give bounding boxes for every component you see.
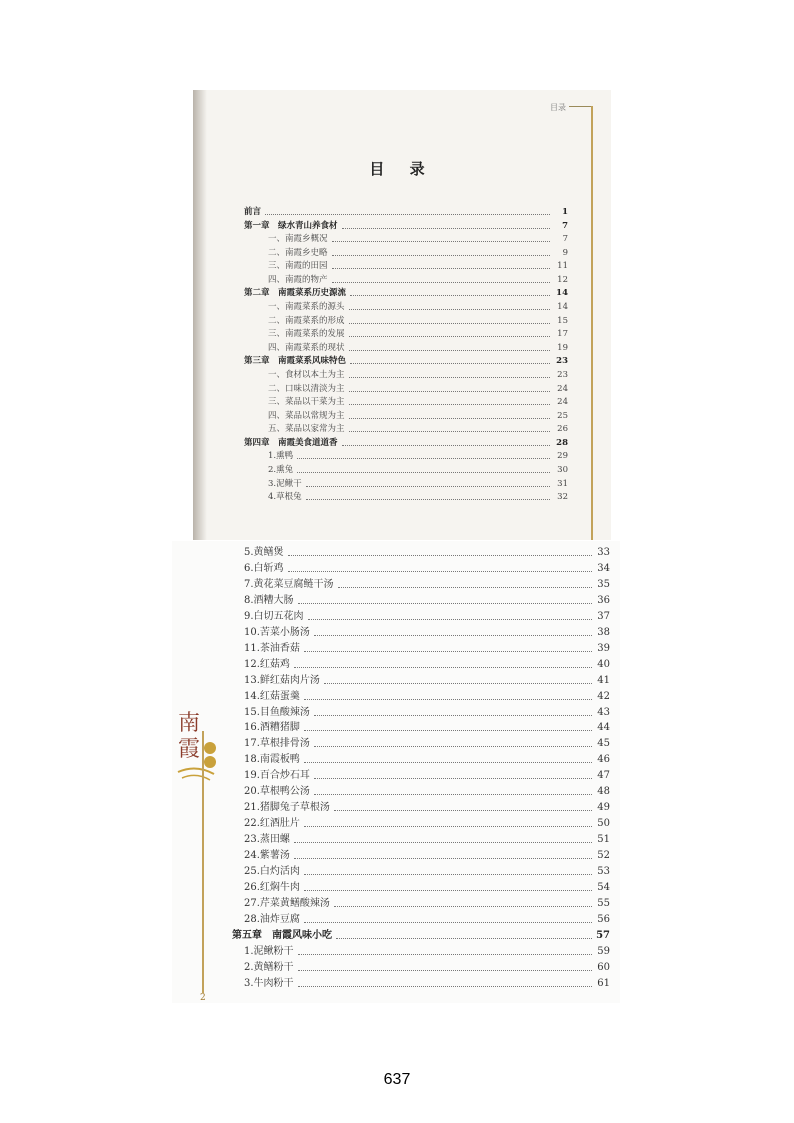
- nanxia-logo: [174, 706, 218, 786]
- dot-leader: [294, 841, 592, 843]
- toc-entry-page: 61: [597, 977, 610, 989]
- toc-chapter-entry: [244, 356, 568, 367]
- toc-entry-label: 9.白切五花肉: [244, 610, 304, 622]
- toc-entry: [244, 833, 610, 846]
- toc-entry: [268, 370, 568, 381]
- toc-entry-label: 4.草根兔: [268, 492, 302, 503]
- toc-entry-page: 45: [597, 738, 610, 750]
- dot-leader: [314, 777, 592, 779]
- toc-entry: [244, 785, 610, 798]
- toc-entry-page: 14: [557, 302, 568, 313]
- toc-entry: [244, 977, 610, 990]
- toc-entry-page: 39: [597, 642, 610, 654]
- toc-entry: [268, 465, 568, 476]
- toc-entry-page: 32: [557, 492, 568, 503]
- toc-entry: [268, 316, 568, 327]
- dot-leader: [297, 457, 550, 459]
- toc-entry-label: 18.南霞板鸭: [244, 754, 300, 766]
- dot-leader: [338, 586, 592, 588]
- toc-entry-label: 11.茶油香菇: [244, 642, 300, 654]
- toc-entry-label: 12.红菇鸡: [244, 658, 290, 670]
- dot-leader: [288, 554, 592, 556]
- dot-leader: [306, 485, 550, 487]
- toc-entry-label: 前言: [244, 207, 262, 217]
- dot-leader: [304, 889, 592, 891]
- toc-entry-page: 59: [597, 945, 610, 957]
- dot-leader: [349, 390, 550, 392]
- toc-entry-page: 17: [557, 329, 568, 340]
- svg-text:南: 南: [178, 711, 201, 736]
- dot-leader: [349, 349, 550, 351]
- toc-entry: [244, 753, 610, 766]
- toc-entry: [244, 737, 610, 750]
- toc-entry: [268, 248, 568, 259]
- toc-entry: [268, 384, 568, 395]
- toc-entry: [244, 721, 610, 734]
- toc-entry: [268, 479, 568, 490]
- toc-entry-label: 一、南霞乡概况: [268, 234, 328, 245]
- toc-entry-page: 41: [597, 674, 610, 686]
- toc-entry: [244, 578, 610, 591]
- toc-entry: [244, 562, 610, 575]
- toc-entry-label: 7.黄花菜豆腐鲢干汤: [244, 578, 334, 590]
- toc-entry-page: 40: [597, 658, 610, 670]
- dot-leader: [332, 281, 550, 283]
- toc-entry-label: 第一章 绿水青山养食材: [244, 220, 338, 231]
- toc-entry-page: 55: [597, 897, 610, 909]
- dot-leader: [297, 471, 550, 473]
- toc-entry-page: 14: [556, 288, 568, 299]
- toc-entry-page: 48: [597, 786, 610, 798]
- toc-entry: [244, 610, 610, 623]
- toc-entry: [244, 801, 610, 814]
- toc-entry-label: 第二章 南霞菜系历史源流: [244, 288, 347, 299]
- toc-entry-label: 5.黄鳝煲: [244, 547, 284, 558]
- dot-leader: [298, 985, 592, 987]
- toc-chapter-entry: [244, 288, 568, 299]
- toc-entry-page: 7: [562, 234, 568, 245]
- toc-entry-label: 3.泥鳅干: [268, 478, 302, 489]
- toc-entry: [244, 642, 610, 655]
- toc-entry-page: 52: [597, 850, 610, 862]
- toc-entry-label: 27.芹菜黄鳝酸辣汤: [244, 897, 330, 909]
- dot-leader: [350, 362, 550, 364]
- dot-leader: [349, 430, 550, 432]
- toc-chapter-entry: [244, 221, 568, 232]
- toc-chapter-entry: [244, 207, 568, 218]
- toc-entry-label: 2.熏兔: [268, 465, 294, 476]
- toc-entry-page: 31: [557, 478, 568, 489]
- dot-leader: [334, 905, 592, 907]
- toc-entry: [244, 658, 610, 671]
- dot-leader: [349, 417, 550, 419]
- toc-entry: [268, 261, 568, 272]
- toc-entry-page: 29: [557, 451, 568, 462]
- toc-entry-page: 1: [562, 207, 568, 217]
- toc-entry-page: 56: [597, 913, 610, 925]
- toc-entry: [268, 397, 568, 408]
- toc-entry-page: 60: [597, 961, 610, 973]
- dot-leader: [298, 953, 592, 955]
- toc-entry: [244, 865, 610, 878]
- toc-entry-label: 14.红菇蛋羹: [244, 690, 300, 702]
- toc-entry-label: 26.红焖牛肉: [244, 881, 300, 893]
- toc-entry-page: 9: [562, 247, 568, 258]
- toc-entry-label: 24.紫薯汤: [244, 850, 290, 862]
- toc-entry-label: 1.熏鸭: [268, 451, 294, 462]
- toc-entry-page: 7: [562, 220, 568, 231]
- toc-entry-label: 13.鲜红菇肉片汤: [244, 674, 320, 686]
- toc-entry-label: 一、南霞菜系的源头: [268, 302, 345, 313]
- toc-entry-page: 54: [597, 881, 610, 893]
- toc-entry-page: 47: [597, 770, 610, 782]
- dot-leader: [349, 322, 550, 324]
- dot-leader: [332, 254, 550, 256]
- toc-entry-page: 34: [597, 562, 610, 574]
- toc-entry: [268, 302, 568, 313]
- dot-leader: [304, 921, 592, 923]
- toc-entry-label: 四、南霞菜系的现状: [268, 342, 345, 353]
- toc-entry-label: 15.目鱼酸辣汤: [244, 706, 310, 718]
- toc-entry-page: 24: [557, 397, 568, 408]
- dot-leader: [308, 618, 592, 620]
- dot-leader: [306, 498, 550, 500]
- toc-entry-label: 一、食材以本土为主: [268, 369, 345, 380]
- toc-entry-page: 23: [556, 356, 568, 367]
- toc-entry-page: 36: [597, 594, 610, 606]
- toc-entry-label: 四、南霞的物产: [268, 274, 328, 285]
- toc-entry-label: 三、菜品以干菜为主: [268, 397, 345, 408]
- toc-entry: [268, 451, 568, 462]
- toc-entry-label: 三、南霞菜系的发展: [268, 329, 345, 340]
- toc-entry-page: 46: [597, 754, 610, 766]
- toc-entry: [268, 424, 568, 435]
- scanned-page-top: [193, 90, 611, 540]
- toc-entry: [244, 849, 610, 862]
- dot-leader: [349, 376, 550, 378]
- toc-entry-page: 15: [557, 315, 568, 326]
- toc-entry-page: 53: [597, 866, 610, 877]
- dot-leader: [332, 240, 550, 242]
- document-page-number: 637: [383, 1071, 411, 1088]
- toc-entry-label: 21.猪脚兔子草根汤: [244, 802, 330, 814]
- dot-leader: [349, 335, 550, 337]
- toc-entry-label: 10.苦菜小肠汤: [244, 626, 310, 638]
- toc-entry: [268, 492, 568, 503]
- toc-entry: [268, 234, 568, 245]
- dot-leader: [304, 650, 592, 652]
- dot-leader: [304, 698, 592, 700]
- dot-leader: [334, 809, 592, 811]
- dot-leader: [298, 969, 592, 971]
- toc-chapter-entry: [244, 438, 568, 449]
- dot-leader: [324, 682, 592, 684]
- toc-entry: [244, 674, 610, 687]
- toc-entry-label: 22.红酒肚片: [244, 818, 300, 830]
- toc-entry-label: 20.草根鸭公汤: [244, 786, 310, 798]
- toc-entry-label: 五、菜品以家常为主: [268, 424, 345, 435]
- toc-entry-label: 6.白斩鸡: [244, 562, 284, 574]
- toc-entry: [244, 945, 610, 958]
- toc-entry-page: 23: [557, 369, 568, 380]
- toc-entry-label: 二、口味以清淡为主: [268, 383, 345, 394]
- toc-entry: [244, 594, 610, 607]
- toc-entry-label: 第五章 南霞风味小吃: [232, 929, 332, 941]
- dot-leader: [304, 873, 592, 875]
- dot-leader: [288, 570, 592, 572]
- toc-entry: [244, 913, 610, 926]
- toc-entry-page: 26: [557, 424, 568, 435]
- toc-entry: [244, 626, 610, 639]
- dot-leader: [332, 267, 550, 269]
- dot-leader: [298, 602, 592, 604]
- toc-entry-page: 19: [557, 342, 568, 353]
- toc-entry-label: 25.白灼活肉: [244, 866, 300, 877]
- toc-entry-label: 二、南霞乡史略: [268, 247, 328, 258]
- toc-title: 目 录: [369, 160, 435, 178]
- toc-entry: [244, 881, 610, 894]
- dot-leader: [304, 761, 592, 763]
- toc-entry-page: 43: [597, 706, 610, 718]
- toc-entry-page: 37: [597, 610, 610, 622]
- toc-entry: [268, 275, 568, 286]
- dot-leader: [314, 634, 592, 636]
- toc-entry-label: 3.牛肉粉干: [244, 977, 294, 989]
- toc-entry-label: 三、南霞的田园: [268, 261, 328, 272]
- toc-entry-page: 49: [597, 802, 610, 814]
- toc-entry-page: 42: [597, 690, 610, 702]
- dot-leader: [265, 213, 550, 215]
- toc-entry: [244, 961, 610, 974]
- toc-entry-page: 24: [557, 383, 568, 394]
- scanned-page-bottom: [172, 541, 620, 1003]
- toc-entry: [244, 690, 610, 703]
- toc-entry: [244, 817, 610, 830]
- toc-entry: [244, 706, 610, 719]
- toc-entry-page: 33: [597, 547, 610, 558]
- toc-entry-label: 19.百合炒石耳: [244, 770, 310, 782]
- toc-entry-label: 17.草根排骨汤: [244, 738, 310, 750]
- dot-leader: [342, 444, 550, 446]
- toc-entry-page: 25: [557, 410, 568, 421]
- toc-entry: [244, 769, 610, 782]
- toc-entry-label: 16.酒糟猪脚: [244, 722, 300, 734]
- running-head: 目录: [550, 103, 566, 112]
- gold-margin-rule: [202, 731, 204, 993]
- book-page-number: 2: [200, 993, 206, 1003]
- toc-entry-page: 51: [597, 834, 610, 846]
- toc-entry-label: 第四章 南霞美食道道香: [244, 437, 338, 448]
- running-head-rule: [569, 106, 591, 107]
- toc-entry-label: 23.蒸田螺: [244, 834, 290, 846]
- toc-entry: [244, 546, 610, 559]
- toc-entry-page: 44: [597, 722, 610, 734]
- dot-leader: [350, 294, 550, 296]
- toc-entry-page: 12: [557, 274, 568, 285]
- toc-entry-label: 二、南霞菜系的形成: [268, 315, 345, 326]
- toc-entry-label: 28.油炸豆腐: [244, 913, 300, 925]
- toc-entry: [268, 329, 568, 340]
- dot-leader: [342, 227, 550, 229]
- toc-entry-page: 11: [557, 261, 568, 272]
- toc-entry-page: 28: [556, 437, 568, 448]
- dot-leader: [294, 666, 592, 668]
- toc-entry-page: 35: [597, 578, 610, 590]
- dot-leader: [314, 745, 592, 747]
- toc-entry-page: 38: [597, 626, 610, 638]
- toc-entry-page: 30: [557, 465, 568, 476]
- dot-leader: [304, 825, 592, 827]
- toc-entry-page: 50: [597, 818, 610, 830]
- toc-entry: [268, 343, 568, 354]
- toc-entry-label: 8.酒糟大肠: [244, 594, 294, 606]
- toc-entry-label: 四、菜品以常规为主: [268, 410, 345, 421]
- dot-leader: [304, 729, 592, 731]
- dot-leader: [314, 793, 592, 795]
- toc-chapter-entry: [232, 929, 610, 942]
- toc-entry-label: 1.泥鳅粉干: [244, 945, 294, 957]
- toc-entry: [244, 897, 610, 910]
- dot-leader: [314, 714, 592, 716]
- svg-text:霞: 霞: [178, 737, 201, 762]
- toc-entry-page: 57: [596, 929, 610, 941]
- dot-leader: [294, 857, 592, 859]
- toc-entry-label: 第三章 南霞菜系风味特色: [244, 356, 347, 367]
- toc-entry: [268, 411, 568, 422]
- dot-leader: [349, 308, 550, 310]
- dot-leader: [336, 937, 592, 939]
- toc-entry-label: 2.黄鳝粉干: [244, 961, 294, 973]
- dot-leader: [349, 403, 550, 405]
